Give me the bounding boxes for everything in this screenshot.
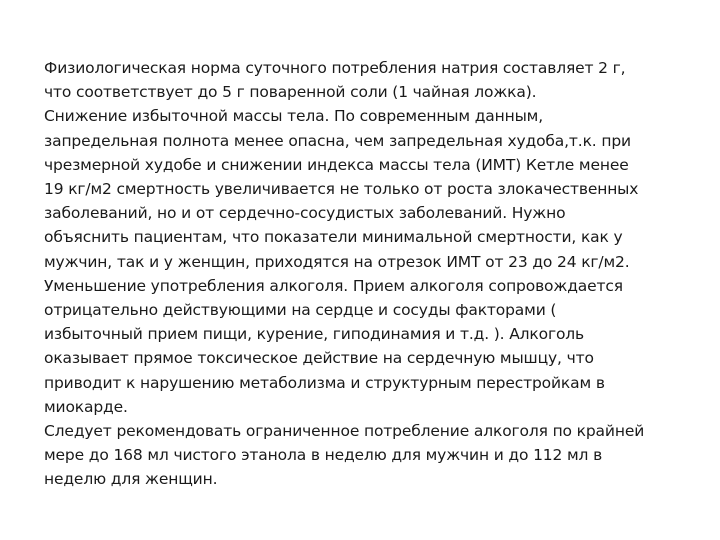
text-line-18: неделю для женщин. [44,470,218,489]
text-line-6: 19 кг/м2 смертность увеличивается не только от роста злокачественных [44,180,639,199]
text-line-7: заболеваний, но и от сердечно-сосудистых заболеваний. Нужно [44,204,566,223]
text-line-9: мужчин, так и у женщин, приходятся на отрезок ИМТ от 23 до 24 кг/м2. [44,252,630,271]
text-line-4: запредельная полнота менее опасна, чем запредельная худоба,т.к. при [44,131,631,150]
text-line-10: Уменьшение употребления алкоголя. Прием алкоголя сопровождается [44,276,623,295]
text-line-13: оказывает прямое токсическое действие на сердечную мышцу, что [44,349,594,368]
text-line-17: мере до 168 мл чистого этанола в неделю для мужчин и до 112 мл в [44,446,603,465]
text-line-16: Следует рекомендовать ограниченное потребление алкоголя по крайней [44,422,645,441]
text-line-12: избыточный прием пищи, курение, гиподинамия и т.д. ). Алкоголь [44,325,585,344]
text-line-11: отрицательно действующими на сердце и сосуды факторами ( [44,301,557,320]
text-line-14: приводит к нарушению метаболизма и структурным перестройкам в [44,373,605,392]
text-line-1: Физиологическая норма суточного потребления натрия составляет 2 г, [44,59,626,77]
text-line-15: миокарде. [44,397,128,416]
text-line-5: чрезмерной худобе и снижении индекса массы тела (ИМТ) Кетле менее [44,155,629,174]
text-line-3: Снижение избыточной массы тела. По современным данным, [44,107,544,126]
text-line-2: что соответствует до 5 г поваренной соли (1 чайная ложка). [44,83,537,102]
body-text [44,56,694,492]
text-line-8: объяснить пациентам, что показатели минимальной смертности, как у [44,228,623,247]
